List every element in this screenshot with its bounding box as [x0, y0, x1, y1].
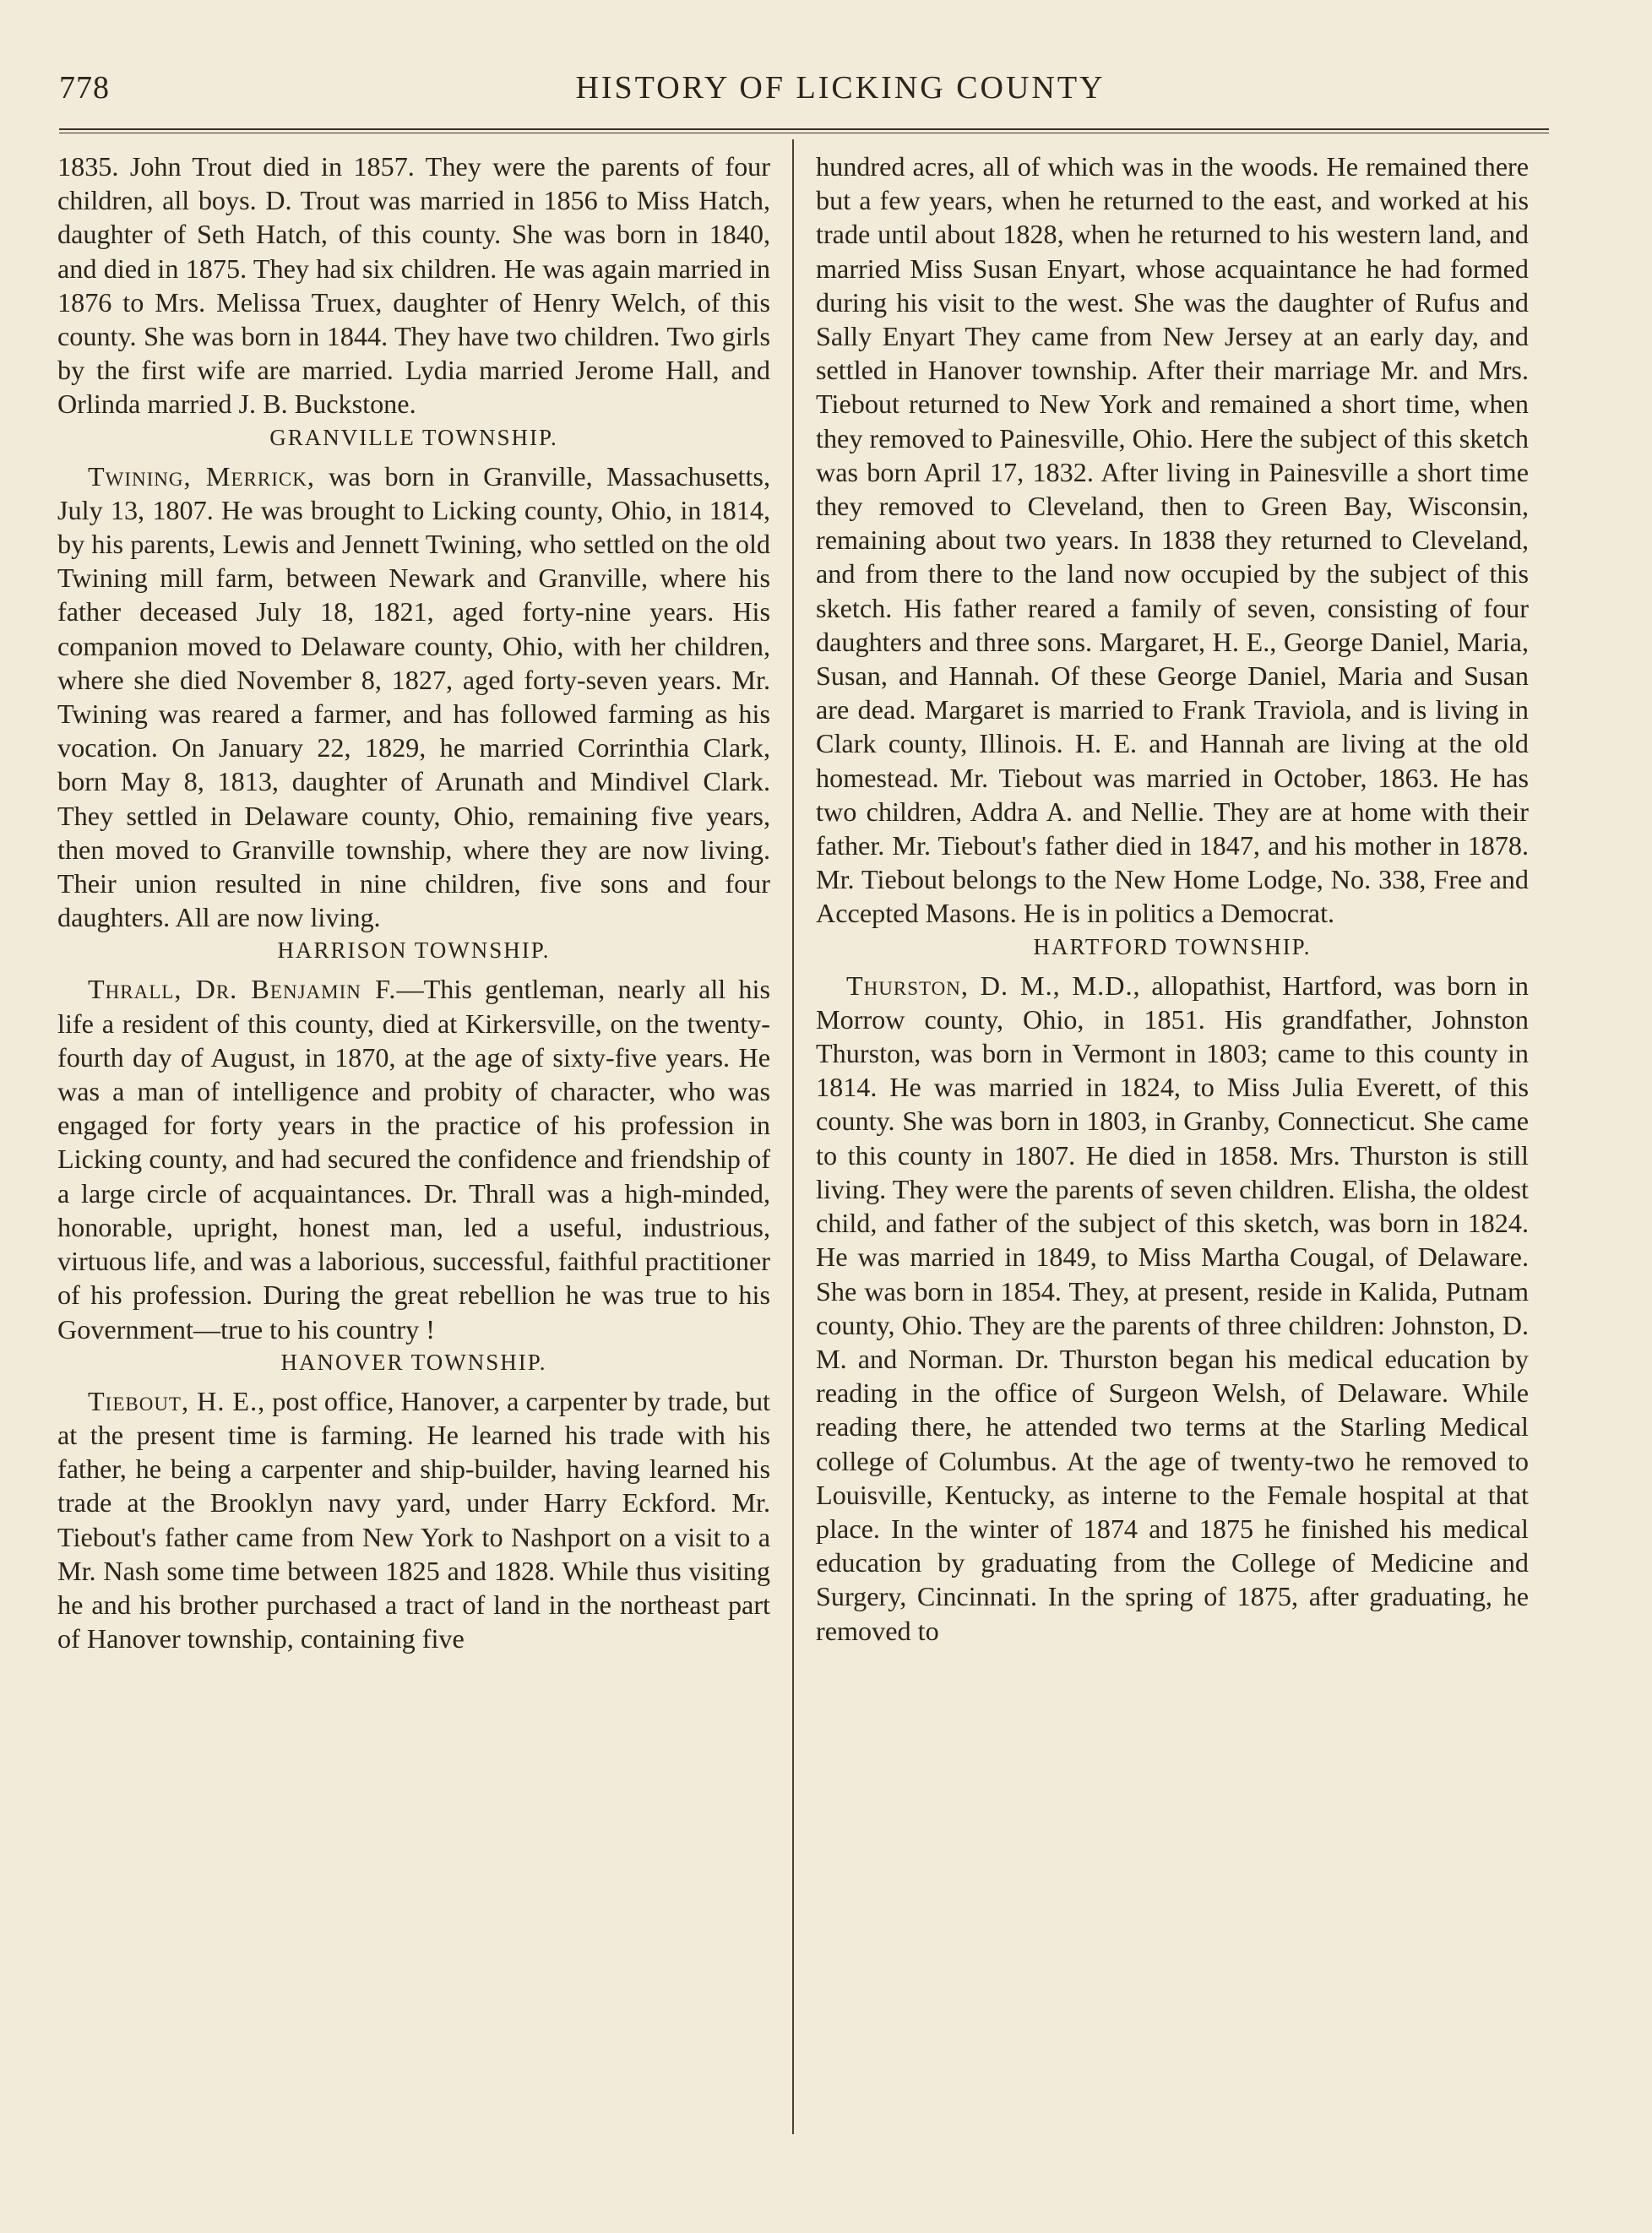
thurston-paragraph [816, 969, 1529, 1648]
column-divider [792, 139, 794, 2134]
thrall-paragraph [57, 972, 770, 1345]
twining-paragraph [57, 459, 770, 935]
twining-name: Twining, Merrick, [88, 460, 315, 492]
hartford-township-heading: HARTFORD TOWNSHIP. [1033, 933, 1312, 959]
tiebout-text: post office, Hanover, a carpenter by trade, but at the present time is farming. He learned his trade with his father, he being a carpenter and ship-builder, having learned his trade at the Brooklyn navy yard, under Harry Eckford. Mr. Tiebout's father came from New York to Nashport on a visit to a Mr. Nash some time between 1825 and 1828. While thus visiting he and his brother purchased a tract of land in the northeast part of Hanover township, containing five [57, 1385, 770, 1654]
page-header [59, 69, 1546, 111]
running-head: HISTORY OF LICKING COUNTY [575, 70, 1106, 106]
left-column [57, 149, 770, 2144]
harrison-township-heading: HARRISON TOWNSHIP. [277, 937, 551, 964]
hanover-township-heading: HANOVER TOWNSHIP. [280, 1349, 547, 1375]
tiebout-paragraph [57, 1384, 770, 1656]
thurston-text: allopathist, Hartford, was born in Morrow county, Ohio, in 1851. His grandfather, Johnston Thurston, was born in Vermont in 1803; came to this county in 1814. He was married in 1824, to Miss Julia Everett, of this county. She was born in 1803, in Granby, Connecticut. She came to this county in 1807. He died in 1858. Mrs. Thurston is still living. They were the parents of seven children. Elisha, the oldest child, and father of the subject of this sketch, was born in 1824. He was married in 1849, to Miss Martha Cougal, of Delaware. She was born in 1854. They, at present, reside in Kalida, Putnam county, Ohio. They are the parents of three children: Johnston, D. M. and Norman. Dr. Thurston began his medical education by reading in the office of Surgeon Welsh, of Delaware. While reading there, he attended two terms at the Starling Medical college of Columbus. At the age of twenty-two he removed to Louisville, Kentucky, as interne to the Female hospital at that place. In the winter of 1874 and 1875 he finished his medical education by graduating from the College of Medicine and Surgery, Cincinnati. In the spring of 1875, after graduating, he removed to [816, 970, 1529, 1646]
tiebout-name: Tiebout, H. E., [88, 1385, 266, 1416]
thurston-name: Thurston, D. M., M.D., [846, 970, 1141, 1001]
thrall-text: —This gentleman, nearly all his life a resident of this county, died at Kirkersville, on the twenty-fourth day of August, in 1870, at the age of sixty-five years. He was a man of intelligence and probity of character, who was engaged for forty years in the practice of his profession in Licking county, and had secured the confidence and friendship of a large circle of acquaintances. Dr. Thrall was a high-minded, honorable, upright, honest man, led a useful, industrious, virtuous life, and was a laborious, successful, faithful practitioner of his profession. During the great rebellion he was true to his Government—true to his country ! [57, 974, 770, 1345]
page-number: 778 [59, 70, 110, 106]
tiebout-continued-paragraph: hundred acres, all of which was in the woods. He remained there but a few years, when he returned to the east, and worked at his trade until about 1828, when he returned to his western land, and married Miss Susan Enyart, whose acquaintance he had formed during his visit to the west. She was the daughter of Rufus and Sally Enyart They came from New Jersey at an early day, and settled in Hanover township. After their marriage Mr. and Mrs. Tiebout returned to New York and remained a short time, when they removed to Painesville, Ohio. Here the subject of this sketch was born April 17, 1832. After living in Painesville a short time they removed to Cleveland, then to Green Bay, Wisconsin, remaining about two years. In 1838 they returned to Cleveland, and from there to the land now occupied by the subject of this sketch. His father reared a family of seven, consisting of four daughters and three sons. Margaret, H. E., George Daniel, Maria, Susan, and Hannah. Of these George Daniel, Maria and Susan are dead. Margaret is married to Frank Traviola, and is living in Clark county, Illinois. H. E. and Hannah are living at the old homestead. Mr. Tiebout was married in October, 1863. He has two children, Addra A. and Nellie. They are at home with their father. Mr. Tiebout's father died in 1847, and his mother in 1878. Mr. Tiebout belongs to the New Home Lodge, No. 338, Free and Accepted Masons. He is in politics a Democrat. [816, 151, 1529, 929]
right-column [816, 149, 1529, 2144]
header-rule [59, 128, 1549, 130]
trout-paragraph: 1835. John Trout died in 1857. They were the parents of four children, all boys. D. Trout was married in 1856 to Miss Hatch, daughter of Seth Hatch, of this county. She was born in 1840, and died in 1875. They had six children. He was again married in 1876 to Mrs. Melissa Truex, daughter of Henry Welch, of this county. She was born in 1844. They have two children. Two girls by the first wife are married. Lydia married Jerome Hall, and Orlinda married J. B. Buckstone. [57, 151, 770, 420]
twining-text: was born in Granville, Massachusetts, July 13, 1807. He was brought to Licking county, Ohio, in 1814, by his parents, Lewis and Jennett Twining, who settled on the old Twining mill farm, between Newark and Granville, where his father deceased July 18, 1821, aged forty-nine years. His companion moved to Delaware county, Ohio, with her children, where she died November 8, 1827, aged forty-seven years. Mr. Twining was reared a farmer, and has followed farming as his vocation. On January 22, 1829, he married Corrinthia Clark, born May 8, 1813, daughter of Arunath and Mindivel Clark. They settled in Delaware county, Ohio, remaining five years, then moved to Granville township, where they are now living. Their union resulted in nine children, five sons and four daughters. All are now living. [57, 460, 770, 933]
granville-township-heading: GRANVILLE TOWNSHIP. [269, 424, 558, 450]
thrall-name: Thrall, Dr. Benjamin F. [88, 974, 397, 1005]
